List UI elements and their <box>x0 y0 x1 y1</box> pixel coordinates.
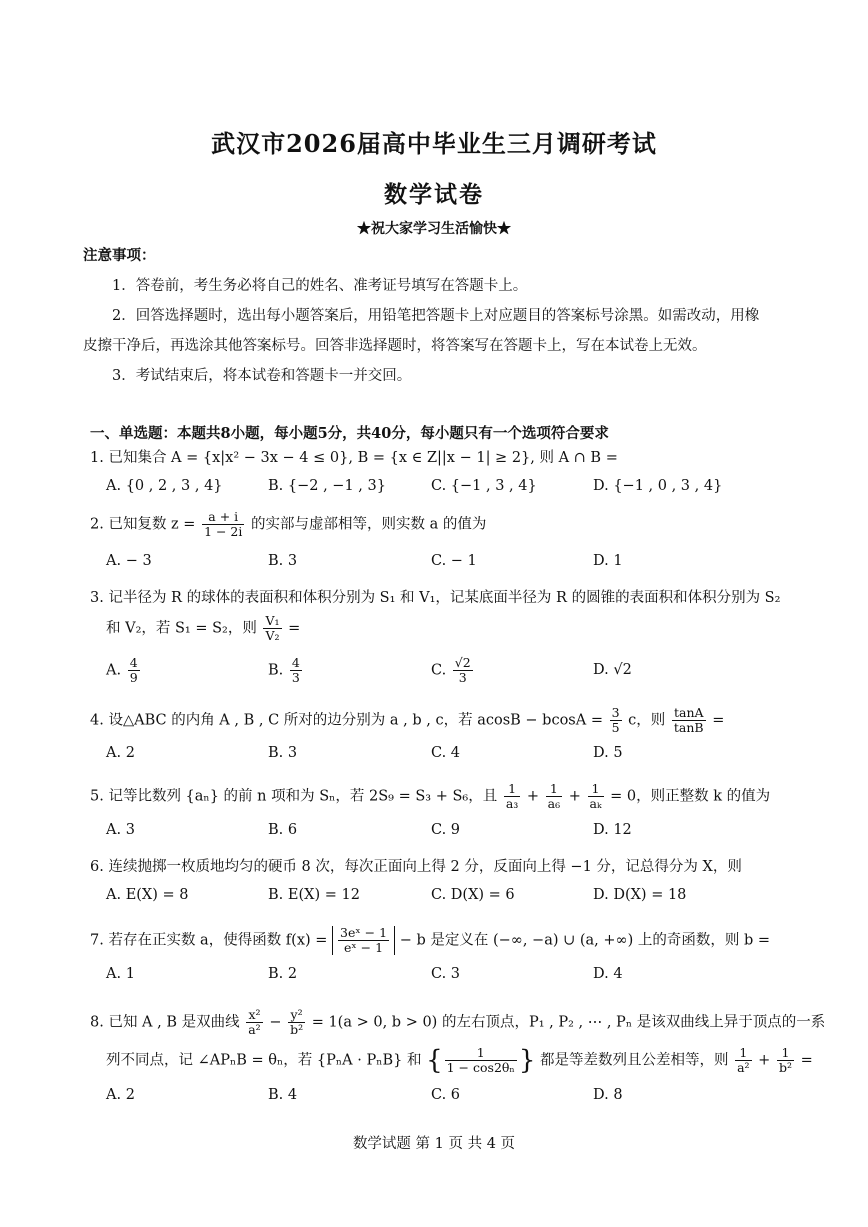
q8-num-3: 1 <box>445 1046 517 1061</box>
q4-option-c: C. 4 <box>431 745 461 761</box>
question-3-line2 <box>106 614 300 643</box>
page-footer: 数学试题 第 1 页 共 4 页 <box>352 1136 516 1152</box>
q7-stem-pre: 7. 若存在正实数 a，使得函数 f(x) = <box>90 932 328 949</box>
q3-option-a-den: 9 <box>129 670 138 685</box>
q7-option-c: C. 3 <box>431 966 461 982</box>
q7-option-d: D. 4 <box>593 966 623 982</box>
q4-stem-post: = <box>712 712 725 729</box>
q3-fraction <box>263 614 281 643</box>
notice-item: 1．答卷前，考生务必将自己的姓名、准考证号填写在答题卡上。 <box>112 278 528 294</box>
question-7-stem <box>90 926 770 955</box>
q6-option-d: D. D(X) = 18 <box>593 887 687 903</box>
q3-line2-post: = <box>288 620 301 637</box>
q3-option-c-den: 3 <box>458 670 467 685</box>
q6-option-a: A. E(X) = 8 <box>106 887 189 903</box>
q3-option-a <box>106 656 142 685</box>
q3-option-a-fraction <box>128 656 140 685</box>
q6-option-c: C. D(X) = 6 <box>431 887 515 903</box>
q4-option-d: D. 5 <box>593 745 623 761</box>
q4-fraction-1 <box>610 706 622 735</box>
q1-option-d: D. {−1 , 0 , 3 , 4} <box>593 478 723 494</box>
q4-num-2: tanA <box>672 706 706 721</box>
q8-right-brace-icon: } <box>518 1045 536 1076</box>
question-8-line1 <box>90 1008 825 1037</box>
q8-line2-mid: 都是等差数列且公差相等，则 <box>539 1052 729 1069</box>
q8-num-1: x² <box>246 1008 262 1023</box>
q3-option-a-num: 4 <box>129 655 138 670</box>
q7-stem-post: − b 是定义在 (−∞, −a) ∪ (a, +∞) 上的奇函数，则 b = <box>399 932 771 949</box>
q3-line2-pre: 和 V₂，若 S₁ = S₂，则 <box>106 620 257 637</box>
q2-option-a: A. − 3 <box>106 553 152 569</box>
q3-option-d: D. √2 <box>593 662 632 678</box>
q3-option-b <box>268 656 304 685</box>
q4-den-2: tanB <box>673 720 704 735</box>
q8-line2-pre: 列不同点，记 ∠APₙB = θₙ，若 {PₙA · PₙB} 和 <box>106 1052 422 1069</box>
q5-den-3: aₖ <box>589 796 602 811</box>
exam-subtitle: 数学试卷 <box>384 181 484 208</box>
q3-option-b-label: B. <box>268 662 284 679</box>
q7-absolute-value <box>332 926 395 955</box>
q3-option-c-num: √2 <box>454 655 471 670</box>
q8-fraction-2 <box>288 1008 305 1037</box>
question-1-stem: 1. 已知集合 A = {x|x² − 3x − 4 ≤ 0}, B = {x ∈ Z||x − 1| ≥ 2}, 则 A ∩ B = <box>90 450 618 466</box>
q8-option-d: D. 8 <box>593 1087 623 1103</box>
q8-den-4: a² <box>737 1060 750 1075</box>
q4-stem-pre: 4. 设△ABC 的内角 A , B , C 所对的边分别为 a , b , c，若 acosB − bcosA = <box>90 712 603 729</box>
q5-fraction-1 <box>504 782 520 811</box>
q3-option-b-fraction <box>290 656 302 685</box>
q4-num-1: 3 <box>611 705 620 720</box>
q8-fraction-5 <box>777 1046 794 1075</box>
q3-option-b-den: 3 <box>291 670 300 685</box>
q8-option-a: A. 2 <box>106 1087 135 1103</box>
q8-line1-post: = 1(a > 0, b > 0) 的左右顶点，P₁ , P₂ , ⋯ , Pₙ 是该双曲线上异于顶点的一系 <box>311 1014 826 1031</box>
q5-option-d: D. 12 <box>593 822 632 838</box>
exam-title: 武汉市2026届高中毕业生三月调研考试 <box>211 129 657 158</box>
q3-option-c-fraction <box>453 656 473 685</box>
q8-den-1: a² <box>248 1022 261 1037</box>
q5-option-a: A. 3 <box>106 822 135 838</box>
question-2-stem <box>90 510 486 539</box>
q3-option-a-label: A. <box>106 662 122 679</box>
q5-fraction-2 <box>546 782 562 811</box>
notice-item: 3．考试结束后，将本试卷和答题卡一并交回。 <box>112 368 412 384</box>
q8-num-2: y² <box>288 1008 305 1023</box>
q3-option-b-num: 4 <box>291 655 300 670</box>
q1-option-a: A. {0 , 2 , 3 , 4} <box>106 478 223 494</box>
question-5-stem <box>90 782 770 811</box>
q8-minus: − <box>269 1014 282 1031</box>
q4-option-b: B. 3 <box>268 745 298 761</box>
q2-den: 1 − 2i <box>204 524 243 539</box>
q7-den: eˣ − 1 <box>344 940 384 955</box>
q7-option-a: A. 1 <box>106 966 135 982</box>
q8-plus: + <box>758 1052 771 1069</box>
q3-option-c <box>431 656 475 685</box>
q2-num: a + i <box>202 510 244 525</box>
q3-option-c-label: C. <box>431 662 447 679</box>
q8-den-2: b² <box>290 1022 304 1037</box>
q8-num-4: 1 <box>735 1046 751 1061</box>
q5-num-1: 1 <box>504 782 520 797</box>
q3-den: V₂ <box>265 628 280 643</box>
q4-stem-mid: c，则 <box>628 712 666 729</box>
q5-stem-post: = 0，则正整数 k 的值为 <box>610 788 771 805</box>
notice-heading: 注意事项： <box>83 247 156 264</box>
q2-fraction <box>202 510 244 539</box>
question-6-stem: 6. 连续抛掷一枚质地均匀的硬币 8 次，每次正面向上得 2 分，反面向上得 −1 分，记总得分为 X，则 <box>90 859 742 875</box>
q4-option-a: A. 2 <box>106 745 135 761</box>
q2-option-d: D. 1 <box>593 553 623 569</box>
q5-num-3: 1 <box>588 782 604 797</box>
q6-option-b: B. E(X) = 12 <box>268 887 360 903</box>
notice-item: 皮擦干净后，再选涂其他答案标号。回答非选择题时，将答案写在答题卡上，写在本试卷上无效。 <box>83 338 707 354</box>
q8-fraction-1 <box>246 1008 262 1037</box>
section-heading: 一、单选题：本题共8小题，每小题5分，共40分，每小题只有一个选项符合要求 <box>90 425 609 442</box>
q8-equals: = <box>800 1052 813 1069</box>
q2-option-b: B. 3 <box>268 553 298 569</box>
exam-motto: ★祝大家学习生活愉快★ <box>357 221 511 237</box>
q5-plus-1: + <box>526 788 540 805</box>
q8-den-3: 1 − cos2θₙ <box>446 1060 515 1075</box>
q5-fraction-3 <box>588 782 604 811</box>
q2-option-c: C. − 1 <box>431 553 477 569</box>
q2-stem-pre: 2. 已知复数 z = <box>90 516 196 533</box>
q4-den-1: 5 <box>611 720 620 735</box>
q8-line1-pre: 8. 已知 A , B 是双曲线 <box>90 1014 240 1031</box>
q5-option-c: C. 9 <box>431 822 461 838</box>
q1-option-b: B. {−2 , −1 , 3} <box>268 478 386 494</box>
q5-den-2: a₆ <box>547 796 561 811</box>
q8-option-b: B. 4 <box>268 1087 298 1103</box>
question-8-line2 <box>106 1046 813 1075</box>
q5-option-b: B. 6 <box>268 822 298 838</box>
q8-fraction-3 <box>445 1046 517 1075</box>
notice-item: 2．回答选择题时，选出每小题答案后，用铅笔把答题卡上对应题目的答案标号涂黑。如需改动，用橡 <box>112 308 760 324</box>
q1-option-c: C. {−1 , 3 , 4} <box>431 478 537 494</box>
q4-fraction-2 <box>672 706 706 735</box>
q8-option-c: C. 6 <box>431 1087 461 1103</box>
q7-fraction <box>338 926 389 955</box>
q2-stem-post: 的实部与虚部相等，则实数 a 的值为 <box>251 516 487 533</box>
q5-plus-2: + <box>568 788 581 805</box>
q7-num: 3eˣ − 1 <box>340 925 388 940</box>
q5-den-1: a₃ <box>505 796 519 811</box>
question-3-line1: 3. 记半径为 R 的球体的表面积和体积分别为 S₁ 和 V₁，记某底面半径为 R 的圆锥的表面积和体积分别为 S₂ <box>90 590 781 606</box>
q8-num-5: 1 <box>777 1046 794 1061</box>
q3-num: V₁ <box>265 613 280 628</box>
q8-left-brace-icon: { <box>426 1045 443 1076</box>
q7-option-b: B. 2 <box>268 966 298 982</box>
q5-num-2: 1 <box>546 782 562 797</box>
question-4-stem <box>90 706 724 735</box>
q5-stem-pre: 5. 记等比数列 {aₙ} 的前 n 项和为 Sₙ，若 2S₉ = S₃ + S₆，且 <box>90 788 498 805</box>
q8-den-5: b² <box>778 1060 792 1075</box>
q8-fraction-4 <box>735 1046 751 1075</box>
